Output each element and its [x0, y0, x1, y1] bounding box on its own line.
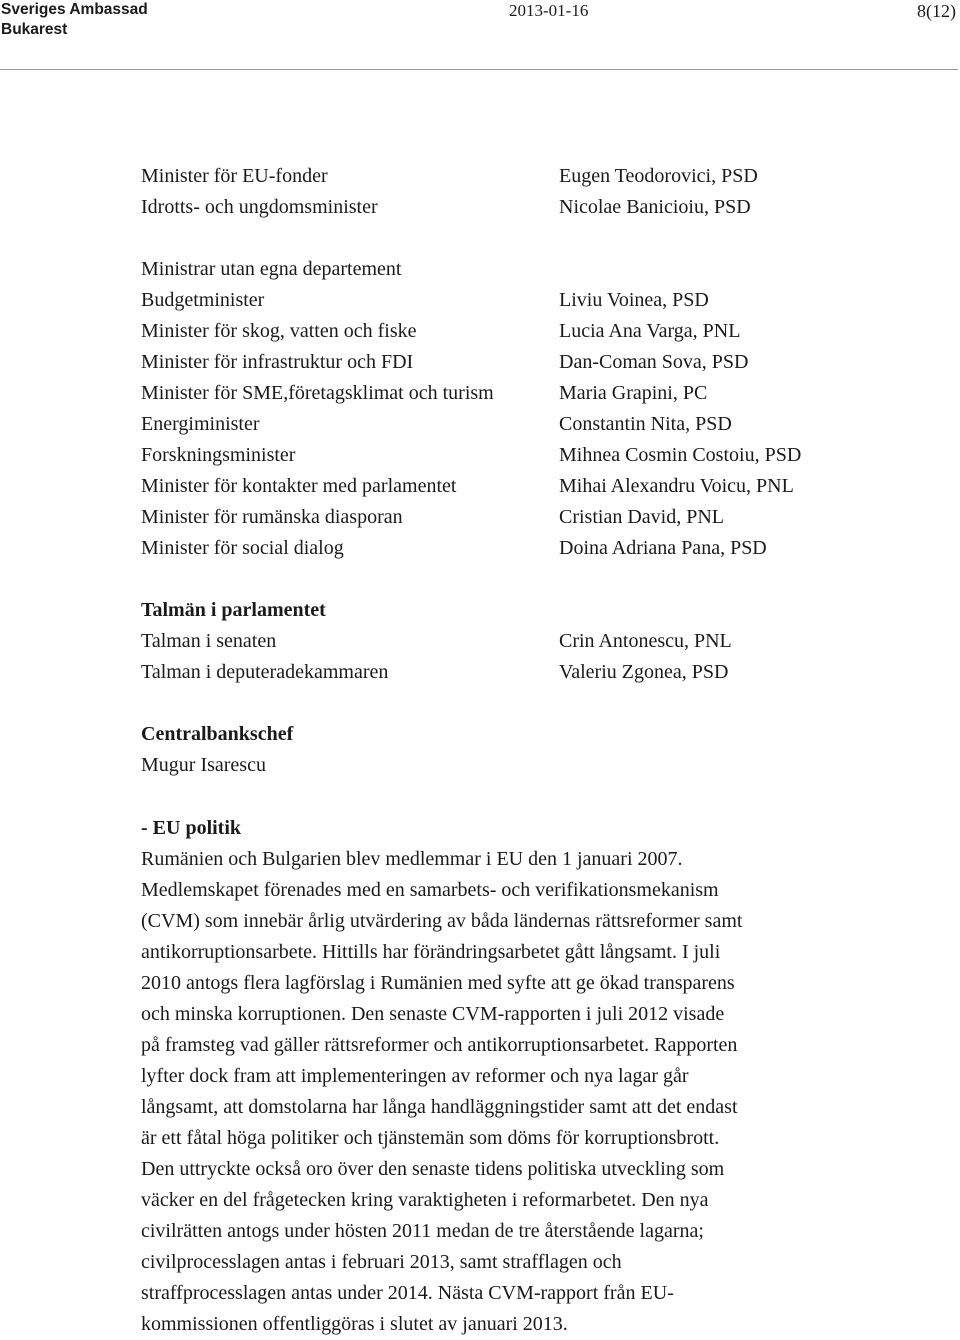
name: Dan-Coman Sova, PSD	[559, 351, 749, 373]
minister-row	[0, 440, 960, 471]
minister-row	[0, 285, 960, 316]
paragraph-line: och minska korruptionen. Den senaste CVM-rapporten i juli 2012 visade	[141, 1003, 725, 1025]
section-heading: Ministrar utan egna departement	[141, 258, 402, 280]
header-page-number: 8(12)	[917, 1, 956, 21]
minister-row	[0, 316, 960, 347]
section-heading-speakers	[0, 595, 960, 626]
name: Liviu Voinea, PSD	[559, 289, 709, 311]
role: Minister för infrastruktur och FDI	[141, 351, 414, 373]
header-divider	[0, 69, 958, 70]
minister-row	[0, 378, 960, 409]
eu-politik-paragraph	[141, 844, 861, 1340]
central-bank-row	[0, 750, 960, 781]
minister-row	[0, 471, 960, 502]
role: Minister för rumänska diasporan	[141, 506, 403, 528]
name: Lucia Ana Varga, PNL	[559, 320, 741, 342]
name: Cristian David, PNL	[559, 506, 724, 528]
paragraph-line: civilprocesslagen antas i februari 2013, samt strafflagen och	[141, 1251, 622, 1273]
section-heading-ministers-without-portfolio	[0, 254, 960, 285]
role: Idrotts- och ungdomsminister	[141, 196, 378, 218]
name: Valeriu Zgonea, PSD	[559, 661, 729, 683]
name: Crin Antonescu, PNL	[559, 630, 732, 652]
paragraph-line: Medlemskapet förenades med en samarbets- och verifikationsmekanism	[141, 879, 719, 901]
minister-row	[0, 502, 960, 533]
role: Budgetminister	[141, 289, 265, 311]
role: Minister för kontakter med parlamentet	[141, 475, 457, 497]
name: Nicolae Banicioiu, PSD	[559, 196, 751, 218]
paragraph-line: kommissionen offentliggöras i slutet av januari 2013.	[141, 1313, 568, 1335]
speaker-row	[0, 657, 960, 688]
header-organization	[1, 0, 148, 40]
role: Minister för EU-fonder	[141, 165, 328, 187]
role: Talman i senaten	[141, 630, 277, 652]
name: Mihnea Cosmin Costoiu, PSD	[559, 444, 802, 466]
name: Mugur Isarescu	[141, 754, 266, 776]
role: Minister för skog, vatten och fiske	[141, 320, 417, 342]
paragraph-line: 2010 antogs flera lagförslag i Rumänien med syfte att ge ökad transparens	[141, 972, 735, 994]
role: Minister för SME,företagsklimat och turism	[141, 382, 494, 404]
name: Constantin Nita, PSD	[559, 413, 732, 435]
name: Eugen Teodorovici, PSD	[559, 165, 758, 187]
section-heading-central-bank	[0, 719, 960, 750]
minister-row	[0, 161, 960, 192]
name: Doina Adriana Pana, PSD	[559, 537, 767, 559]
paragraph-line: Rumänien och Bulgarien blev medlemmar i EU den 1 januari 2007.	[141, 848, 683, 870]
minister-row	[0, 533, 960, 564]
paragraph-line: väcker en del frågetecken kring varaktigheten i reformarbetet. Den nya	[141, 1189, 709, 1211]
paragraph-line: är ett fåtal höga politiker och tjänstemän som döms för korruptionsbrott.	[141, 1127, 720, 1149]
name: Mihai Alexandru Voicu, PNL	[559, 475, 794, 497]
section-heading: Talmän i parlamentet	[141, 599, 326, 621]
role: Talman i deputeradekammaren	[141, 661, 389, 683]
paragraph-line: antikorruptionsarbete. Hittills har förändringsarbetet gått långsamt. I juli	[141, 941, 721, 963]
section-heading-eu-politik	[0, 813, 960, 844]
paragraph-line: civilrätten antogs under hösten 2011 medan de tre återstående lagarna;	[141, 1220, 704, 1242]
speaker-row	[0, 626, 960, 657]
section-heading: - EU politik	[141, 817, 242, 839]
header-org-line2: Bukarest	[1, 21, 68, 38]
paragraph-line: på framsteg vad gäller rättsreformer och antikorruptionsarbetet. Rapporten	[141, 1034, 738, 1056]
name: Maria Grapini, PC	[559, 382, 708, 404]
paragraph-line: (CVM) som innebär årlig utvärdering av båda ländernas rättsreformer samt	[141, 910, 743, 932]
role: Minister för social dialog	[141, 537, 344, 559]
role: Energiminister	[141, 413, 260, 435]
header-org-line1: Sveriges Ambassad	[1, 1, 148, 18]
paragraph-line: straffprocesslagen antas under 2014. Nästa CVM-rapport från EU-	[141, 1282, 674, 1304]
minister-row	[0, 409, 960, 440]
paragraph-line: långsamt, att domstolarna har långa handläggningstider samt att det endast	[141, 1096, 738, 1118]
minister-row	[0, 192, 960, 223]
minister-row	[0, 347, 960, 378]
section-heading: Centralbankschef	[141, 723, 294, 745]
role: Forskningsminister	[141, 444, 296, 466]
header-date: 2013-01-16	[509, 1, 589, 20]
paragraph-line: lyfter dock fram att implementeringen av reformer och nya lagar går	[141, 1065, 689, 1087]
paragraph-line: Den uttryckte också oro över den senaste tidens politiska utveckling som	[141, 1158, 725, 1180]
